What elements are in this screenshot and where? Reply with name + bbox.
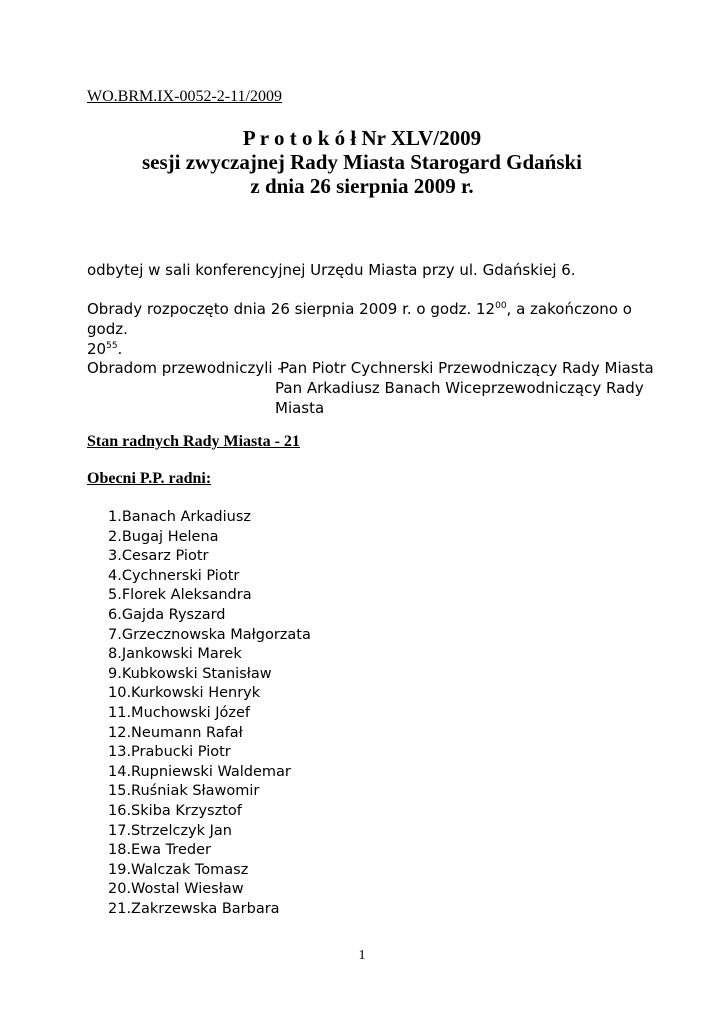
present-heading: Obecni P.P. radni:	[87, 470, 212, 487]
list-item: 2.Bugaj Helena	[108, 528, 219, 545]
list-item: 4.Cychnerski Piotr	[108, 567, 240, 584]
title-line-2: sesji zwyczajnej Rady Miasta Starogard Gdański	[141, 150, 582, 174]
list-item: 20.Wostal Wiesław	[108, 881, 244, 898]
list-item: 11.Muchowski Józef	[108, 704, 251, 721]
list-item: 12.Neumann Rafał	[108, 724, 243, 741]
session-time-paragraph	[87, 299, 637, 359]
chair-line-1: Pan Piotr Cychnerski Przewodniczący Rady Miasta	[280, 359, 654, 377]
list-item: 21.Zakrzewska Barbara	[108, 900, 280, 917]
list-item: 18.Ewa Treder	[108, 842, 211, 859]
chairs-label: Obradom przewodniczyli -	[87, 359, 283, 377]
list-item: 3.Cesarz Piotr	[108, 548, 209, 565]
list-item: 6.Gajda Ryszard	[108, 606, 226, 623]
list-item: 17.Strzelczyk Jan	[108, 822, 232, 839]
start-minutes: 00	[495, 301, 507, 311]
end-suffix: .	[117, 340, 123, 358]
list-item: 10.Kurkowski Henryk	[108, 685, 261, 702]
list-item: 19.Walczak Tomasz	[108, 861, 249, 878]
list-item: 9.Kubkowski Stanisław	[108, 665, 272, 682]
chair-line-2: Pan Arkadiusz Banach Wiceprzewodniczący Rady Miasta	[275, 379, 644, 417]
session-time-part1: Obrady rozpoczęto dnia 26 sierpnia 2009 r. o godz. 12	[87, 300, 496, 318]
council-count-heading: Stan radnych Rady Miasta - 21	[87, 433, 300, 450]
end-minutes: 55	[106, 341, 118, 351]
list-item: 16.Skiba Krzysztof	[108, 802, 242, 819]
list-item: 14.Rupniewski Waldemar	[108, 763, 291, 780]
end-hour: 20	[87, 340, 107, 358]
title-line-1: P r o t o k ó ł Nr XLV/2009	[242, 126, 482, 150]
location-paragraph: odbytej w sali konferencyjnej Urzędu Miasta przy ul. Gdańskiej 6.	[87, 261, 576, 279]
list-item: 13.Prabucki Piotr	[108, 744, 231, 761]
document-title	[0, 126, 724, 198]
session-time-part2: , a zakończono o godz.	[87, 300, 632, 338]
page-number: 1	[358, 948, 366, 963]
list-item: 7.Grzecznowska Małgorzata	[108, 626, 311, 643]
list-item: 8.Jankowski Marek	[108, 646, 242, 663]
list-item: 1.Banach Arkadiusz	[108, 509, 252, 525]
list-item: 15.Ruśniak Sławomir	[108, 783, 260, 800]
document-reference: WO.BRM.IX-0052-2-11/2009	[87, 88, 282, 105]
title-line-3: z dnia 26 sierpnia 2009 r.	[250, 174, 474, 198]
councillors-list	[108, 508, 311, 919]
list-item: 5.Florek Aleksandra	[108, 587, 252, 604]
